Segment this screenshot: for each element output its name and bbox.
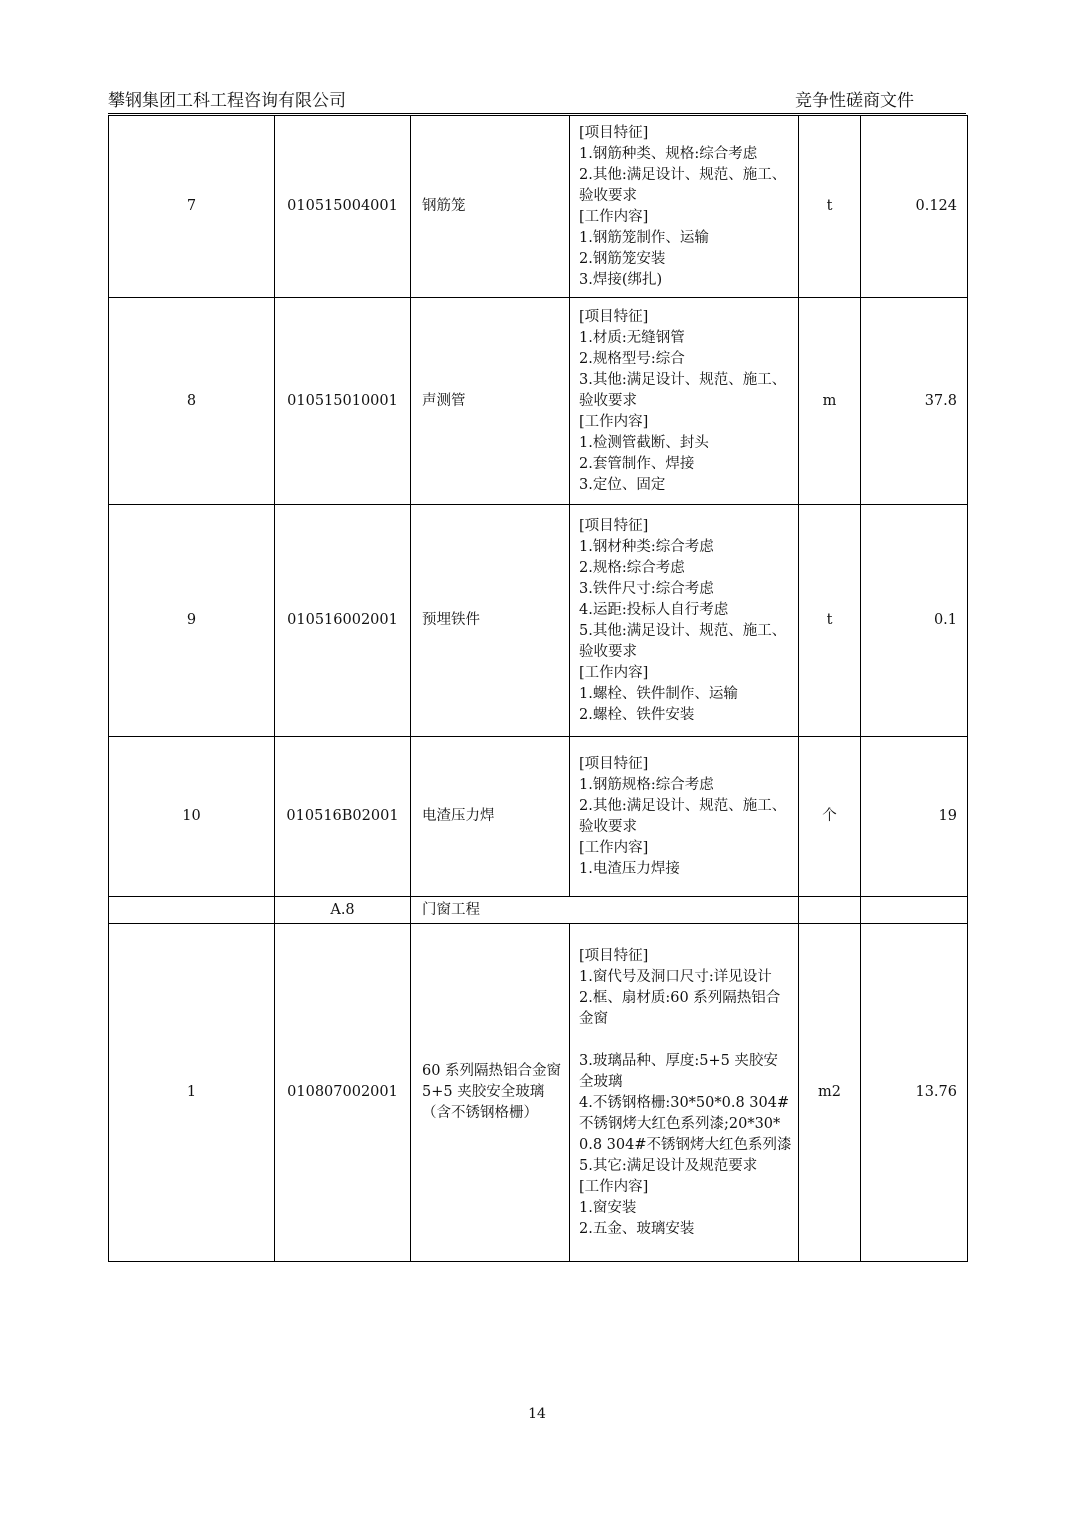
- item-description: [570, 298, 799, 505]
- description-line: 2.五金、玻璃安装: [579, 1220, 695, 1237]
- item-name: 预埋铁件: [411, 505, 570, 737]
- bill-of-quantities-table: [108, 115, 968, 1262]
- item-description: [570, 737, 799, 897]
- item-quantity: 37.8: [861, 298, 968, 505]
- description-line: [项目特征]: [579, 308, 649, 325]
- item-number: 1: [109, 924, 275, 1262]
- description-line: [工作内容]: [579, 208, 649, 225]
- document-type: 竞争性磋商文件: [795, 91, 914, 111]
- description-line: 1.钢材种类:综合考虑: [579, 538, 714, 555]
- company-name: 攀钢集团工科工程咨询有限公司: [108, 91, 346, 111]
- description-line: 1.钢筋笼制作、运输: [579, 229, 709, 246]
- description-line: 4.不锈钢格栅:30*50*0.8 304#不锈钢烤大红色系列漆;20*30*0.8 304#不锈钢烤大红色系列漆: [579, 1094, 792, 1153]
- item-description: [570, 505, 799, 737]
- description-line: 1.检测管截断、封头: [579, 434, 709, 451]
- item-description: [570, 116, 799, 298]
- description-line: [工作内容]: [579, 1178, 649, 1195]
- section-empty-cell: [861, 897, 968, 924]
- description-line: 2.框、扇材质:60 系列隔热铝合金窗: [579, 989, 781, 1027]
- description-line: 1.螺栓、铁件制作、运输: [579, 685, 738, 702]
- item-number: 8: [109, 298, 275, 505]
- description-line: [项目特征]: [579, 124, 649, 141]
- item-name: 声测管: [411, 298, 570, 505]
- item-quantity: 0.124: [861, 116, 968, 298]
- description-line: [工作内容]: [579, 413, 649, 430]
- section-row: [109, 897, 968, 924]
- description-line: 3.焊接(绑扎): [579, 271, 663, 288]
- description-line: [项目特征]: [579, 517, 649, 534]
- description-line: 3.其他:满足设计、规范、施工、验收要求: [579, 371, 787, 409]
- description-line: 1.材质:无缝钢管: [579, 329, 685, 346]
- description-line: 5.其他:满足设计、规范、施工、验收要求: [579, 622, 787, 660]
- item-unit: 个: [799, 737, 861, 897]
- item-code: 010515010001: [275, 298, 411, 505]
- description-line: [工作内容]: [579, 839, 649, 856]
- description-line: [项目特征]: [579, 755, 649, 772]
- item-code: 010516002001: [275, 505, 411, 737]
- description-line: [项目特征]: [579, 947, 649, 964]
- table-row: [109, 116, 968, 298]
- description-line: 2.其他:满足设计、规范、施工、验收要求: [579, 166, 787, 204]
- description-line: 3.定位、固定: [579, 476, 666, 493]
- item-name: 60 系列隔热铝合金窗 5+5 夹胶安全玻璃（含不锈钢格栅）: [411, 924, 570, 1262]
- item-quantity: 0.1: [861, 505, 968, 737]
- table-row: [109, 298, 968, 505]
- description-line: 1.窗代号及洞口尺寸:详见设计: [579, 968, 772, 985]
- description-line: 1.窗安装: [579, 1199, 637, 1216]
- description-line: 3.玻璃品种、厚度:5+5 夹胶安全玻璃: [579, 1052, 778, 1090]
- description-line: 2.螺栓、铁件安装: [579, 706, 695, 723]
- description-line: 1.电渣压力焊接: [579, 860, 680, 877]
- page-header: [108, 86, 966, 114]
- description-blank-line: [579, 1030, 792, 1051]
- item-number: 10: [109, 737, 275, 897]
- item-quantity: 19: [861, 737, 968, 897]
- page-number: 14: [528, 1406, 546, 1422]
- item-code: 010516B02001: [275, 737, 411, 897]
- description-line: 4.运距:投标人自行考虑: [579, 601, 729, 618]
- section-title: 门窗工程: [411, 897, 799, 924]
- item-number: 9: [109, 505, 275, 737]
- description-line: [工作内容]: [579, 664, 649, 681]
- table-row: [109, 924, 968, 1262]
- item-unit: m: [799, 298, 861, 505]
- item-code: 010807002001: [275, 924, 411, 1262]
- section-empty-cell: [799, 897, 861, 924]
- item-unit: m2: [799, 924, 861, 1262]
- item-number: 7: [109, 116, 275, 298]
- description-line: 1.钢筋种类、规格:综合考虑: [579, 145, 758, 162]
- item-unit: t: [799, 505, 861, 737]
- description-line: 3.铁件尺寸:综合考虑: [579, 580, 714, 597]
- item-name: 电渣压力焊: [411, 737, 570, 897]
- item-description: [570, 924, 799, 1262]
- table-row: [109, 505, 968, 737]
- item-quantity: 13.76: [861, 924, 968, 1262]
- item-name: 钢筋笼: [411, 116, 570, 298]
- description-line: 2.钢筋笼安装: [579, 250, 666, 267]
- description-line: 1.钢筋规格:综合考虑: [579, 776, 714, 793]
- item-unit: t: [799, 116, 861, 298]
- description-line: 2.其他:满足设计、规范、施工、验收要求: [579, 797, 787, 835]
- description-line: 5.其它:满足设计及规范要求: [579, 1157, 758, 1174]
- header-rule: [108, 113, 966, 114]
- description-line: 2.规格型号:综合: [579, 350, 685, 367]
- section-empty-cell: [109, 897, 275, 924]
- table-row: [109, 737, 968, 897]
- description-line: 2.套管制作、焊接: [579, 455, 695, 472]
- item-code: 010515004001: [275, 116, 411, 298]
- section-code: A.8: [275, 897, 411, 924]
- description-line: 2.规格:综合考虑: [579, 559, 685, 576]
